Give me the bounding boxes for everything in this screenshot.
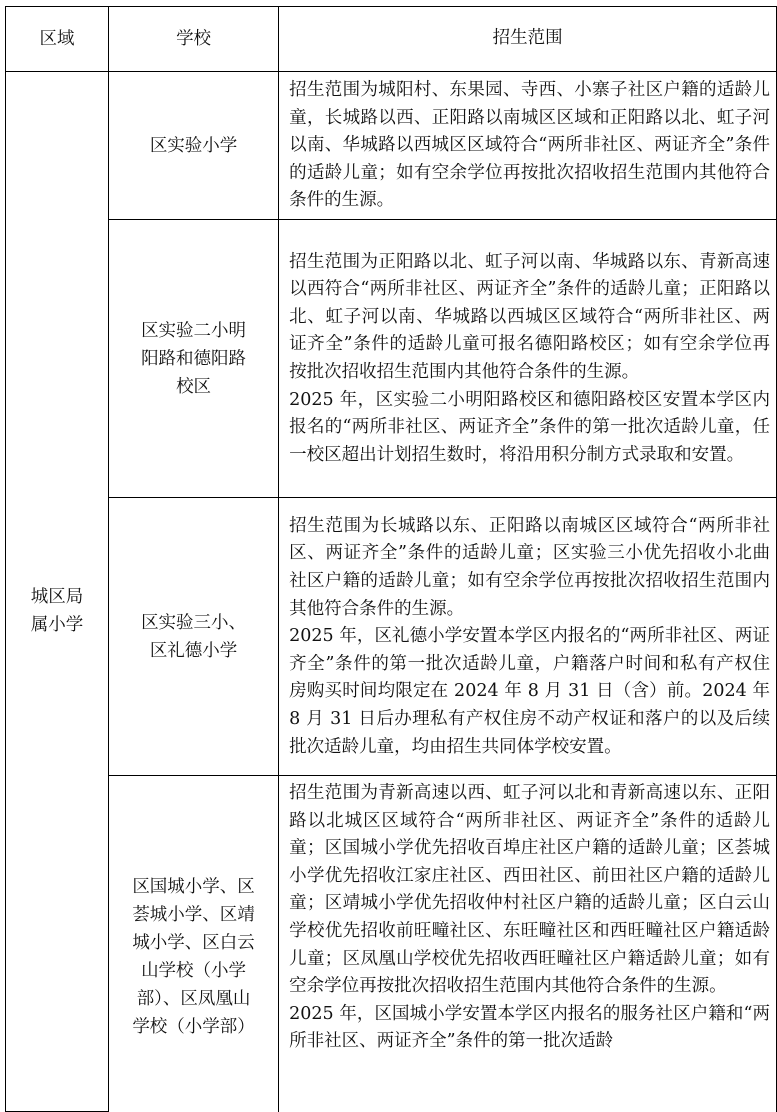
region-cell: 城区局属小学	[30, 587, 84, 635]
scope-cell	[279, 72, 777, 220]
header-school: 学校	[108, 7, 278, 72]
scope-paragraph: 2025 年，区国城小学安置本学区内报名的服务社区户籍和“两所非社区、两证齐全”条件的第一批次适龄	[289, 1003, 770, 1052]
school-cell	[108, 498, 278, 776]
school-cell	[108, 776, 278, 1112]
table-row	[6, 776, 777, 1112]
scope-paragraph: 招生范围为长城路以东、正阳路以南城区区域符合“两所非社区、两证齐全”条件的适龄儿童；区实验三小优先招收小北曲社区户籍的适龄儿童；如有空余学位再按批次招收招生范围内其他符合条件的生源。	[289, 515, 770, 619]
header-region: 区域	[6, 7, 109, 72]
scope-cell	[279, 776, 777, 1112]
enrollment-table	[5, 6, 777, 1112]
table-row	[6, 72, 777, 220]
header-row	[6, 7, 777, 72]
school-cell	[108, 220, 278, 498]
scope-paragraph: 2025 年，区实验二小明阳路校区和德阳路校区安置本学区内报名的“两所非社区、两证齐全”条件的第一批次适龄儿童，任一校区超出计划招生数时，将沿用积分制方式录取和安置。	[289, 389, 770, 465]
scope-paragraph: 招生范围为青新高速以西、虹子河以北和青新高速以东、正阳路以北城区区域符合“两所非社区、两证齐全”条件的适龄儿童；区国城小学优先招收百埠庄社区户籍的适龄儿童；区荟城小学优先招收江家庄社区、西田社区、前田社区户籍的适龄儿童；区靖城小学优先招收仲村社区户籍的适龄儿童；区白云山学校优先招收前旺疃社区、东旺疃社区和西旺疃社区户籍适龄儿童；区凤凰山学校优先招收西旺疃社区户籍适龄儿童；如有空余学位再按批次招收招生范围内其他符合条件的生源。	[289, 783, 770, 997]
school-name: 区国城小学、区荟城小学、区靖城小学、区白云山学校（小学部）、区凤凰山学校（小学部）	[132, 876, 255, 1037]
school-name: 区实验二小明阳路和德阳路校区	[141, 320, 247, 397]
table-row	[6, 498, 777, 776]
header-scope: 招生范围	[279, 7, 777, 72]
scope-paragraph: 招生范围为正阳路以北、虹子河以南、华城路以东、青新高速以西符合“两所非社区、两证齐全”条件的适龄儿童；正阳路以北、虹子河以南、华城路以西城区区域符合“两所非社区、两证齐全”条件的适龄儿童可报名德阳路校区；如有空余学位再按批次招收招生范围内其他符合条件的生源。	[289, 251, 770, 382]
scope-paragraph: 2025 年，区礼德小学安置本学区内报名的“两所非社区、两证齐全”条件的第一批次适龄儿童，户籍落户时间和私有产权住房购买时间均限定在 2024 年 8 月 31 日（含）前。2024 年 8 月 31 日后办理私有产权住房不动产权证和落户的以及后续批次适龄儿童，均由招生共同体学校安置。	[289, 626, 770, 757]
scope-cell	[279, 220, 777, 498]
scope-paragraph: 招生范围为城阳村、东果园、寺西、小寨子社区户籍的适龄儿童，长城路以西、正阳路以南城区区域和正阳路以北、虹子河以南、华城路以西城区区域符合“两所非社区、两证齐全”条件的适龄儿童；如有空余学位再按批次招收招生范围内其他符合条件的生源。	[289, 80, 770, 211]
school-name: 区实验三小、区礼德小学	[141, 612, 247, 661]
school-cell: 区实验小学	[108, 72, 278, 220]
table-row	[6, 220, 777, 498]
scope-cell	[279, 498, 777, 776]
